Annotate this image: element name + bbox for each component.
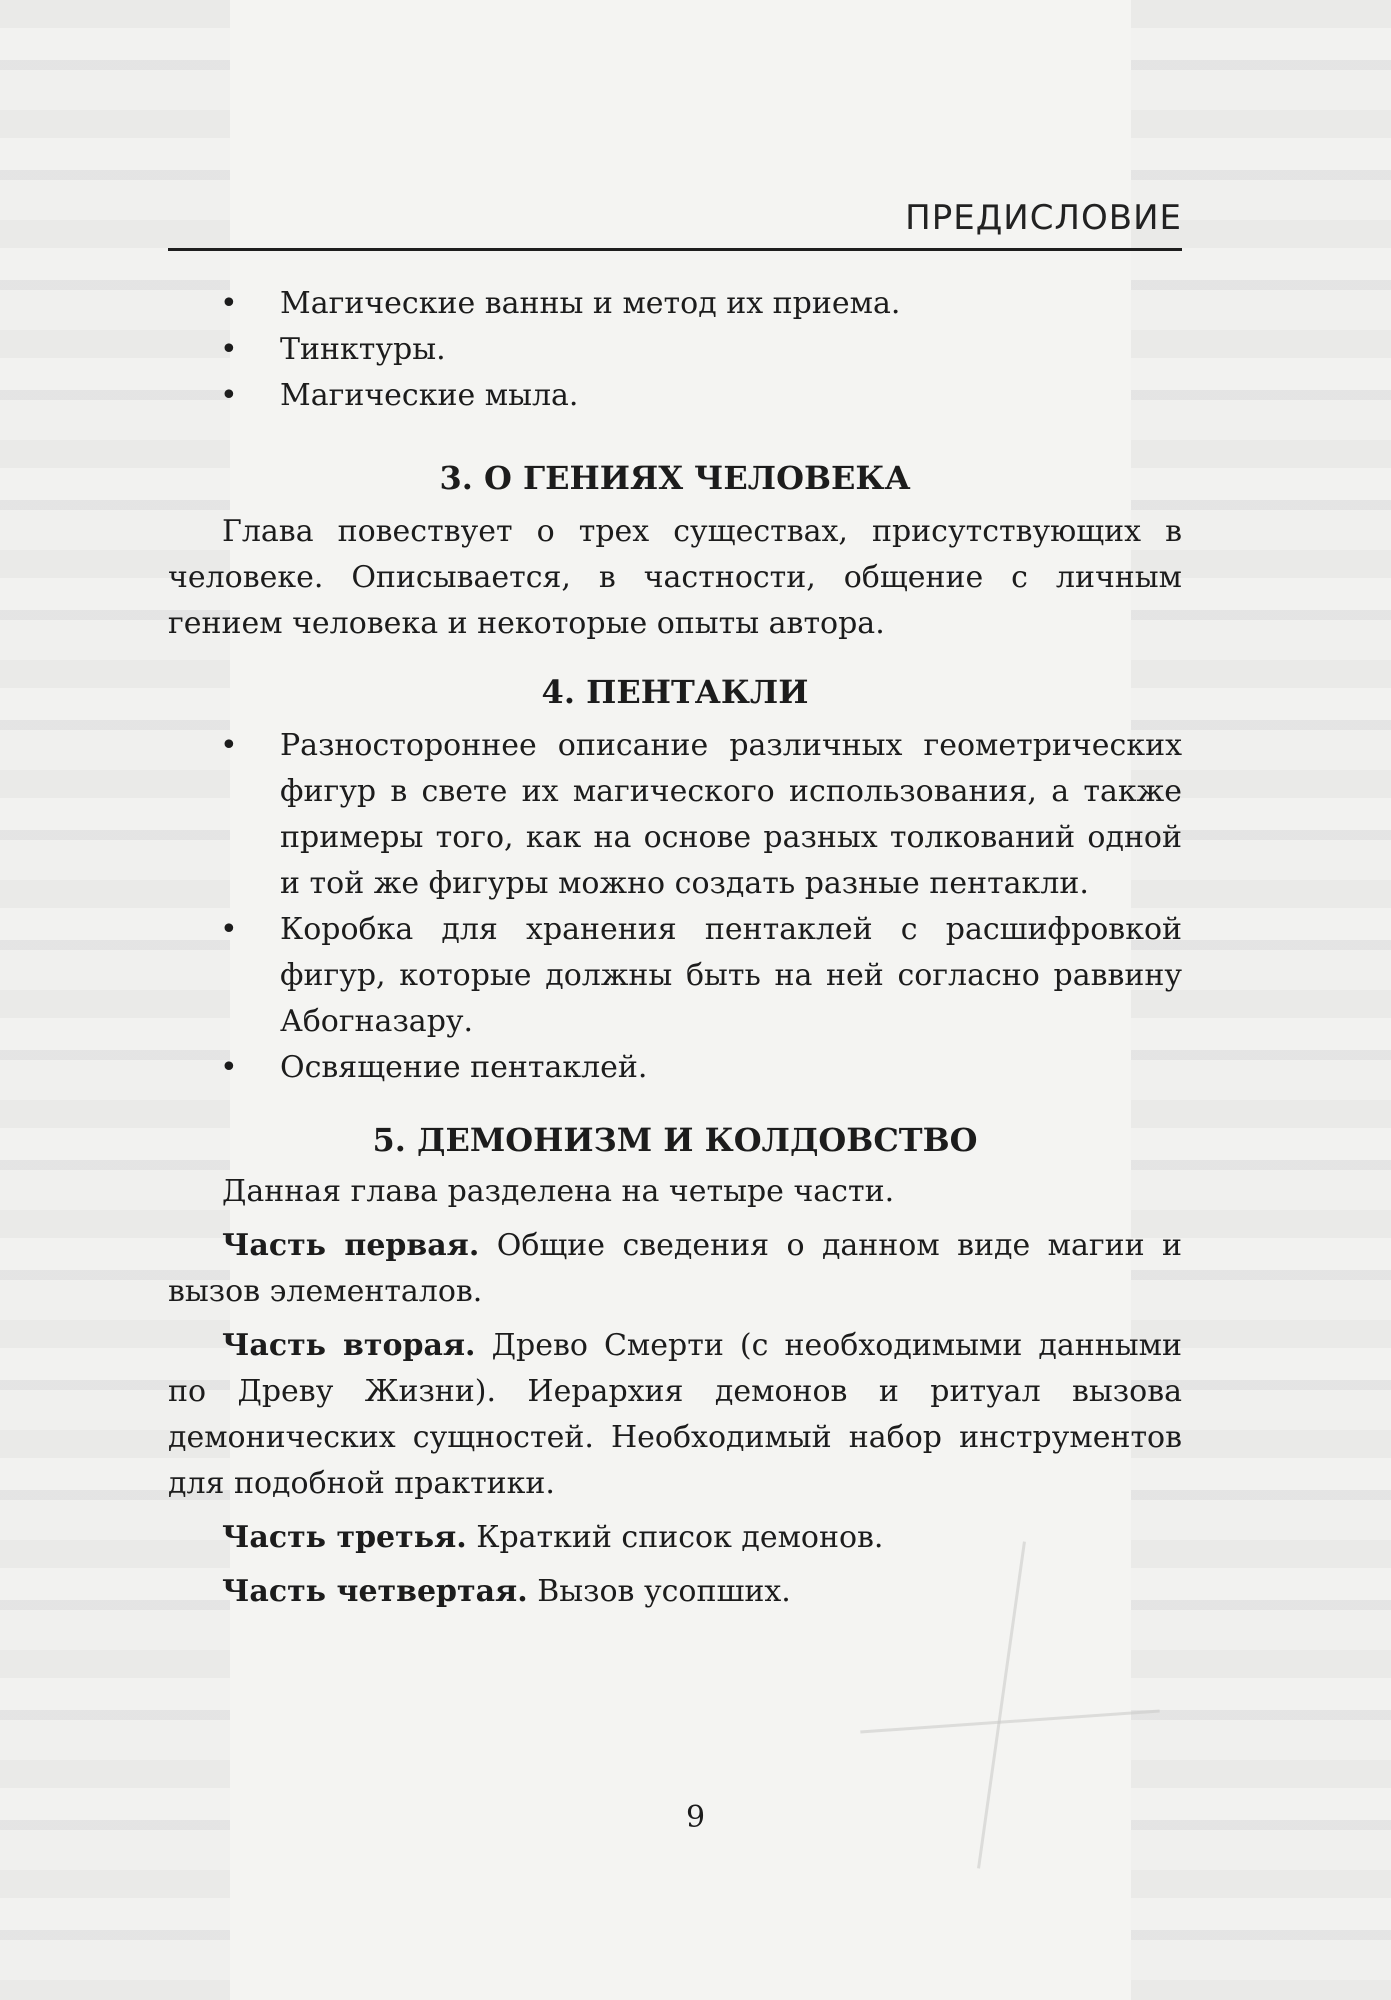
list-item: • Магические мыла. (168, 373, 1182, 419)
paragraph (168, 1323, 1182, 1507)
part-text: Древо Смерти (с необходимыми данными по Древу Жизни). Иерархия демонов и ритуал вызова демонических сущностей. Необходимый набор инструментов для подобной практики. (168, 1328, 1182, 1501)
list-bath-items (168, 281, 1182, 419)
part-label: Часть четвертая. (222, 1574, 528, 1609)
section-heading: 5. ДЕМОНИЗМ И КОЛДОВСТВО (372, 1121, 978, 1159)
list-item: • Магические ванны и метод их приема. (168, 281, 1182, 327)
part-text: Общие сведения о данном виде магии и вызов элементалов. (168, 1228, 1182, 1309)
list-item: • Коробка для хранения пентаклей с расшифровкой фигур, которые должны быть на ней согласно раввину Абогназару. (168, 907, 1182, 1045)
paragraph (168, 1515, 1182, 1561)
part-text: Краткий список демонов. (466, 1520, 884, 1555)
header-rule (168, 248, 1182, 251)
paragraph: Глава повествует о трех существах, присутствующих в человеке. Описывается, в частности, общение с личным гением человека и некоторые опыты автора. (168, 514, 1182, 641)
part-text: Вызов усопших. (527, 1574, 791, 1609)
part-label: Часть третья. (222, 1520, 467, 1555)
list-item: • Тинктуры. (168, 327, 1182, 373)
section-heading: 3. О ГЕНИЯХ ЧЕЛОВЕКА (439, 459, 911, 497)
list-item: • Освящение пентаклей. (168, 1045, 1182, 1091)
list-item: • Разностороннее описание различных геометрических фигур в свете их магического использования, а также примеры того, как на основе разных толкований одной и той же фигуры можно создать разные пентакли. (168, 723, 1182, 907)
part-label: Часть первая. (222, 1228, 480, 1263)
section-heading: 4. ПЕНТАКЛИ (541, 673, 809, 711)
page-number: 9 (685, 1800, 706, 1835)
part-label: Часть вторая. (222, 1328, 476, 1363)
paragraph (168, 1223, 1182, 1315)
scratch-decoration (860, 1710, 1159, 1734)
running-header: ПРЕДИСЛОВИЕ (905, 198, 1182, 238)
paragraph (168, 1569, 1182, 1615)
page-content (168, 281, 1182, 1615)
paragraph: Данная глава разделена на четыре части. (222, 1174, 895, 1209)
list-pentacles (168, 723, 1182, 1091)
